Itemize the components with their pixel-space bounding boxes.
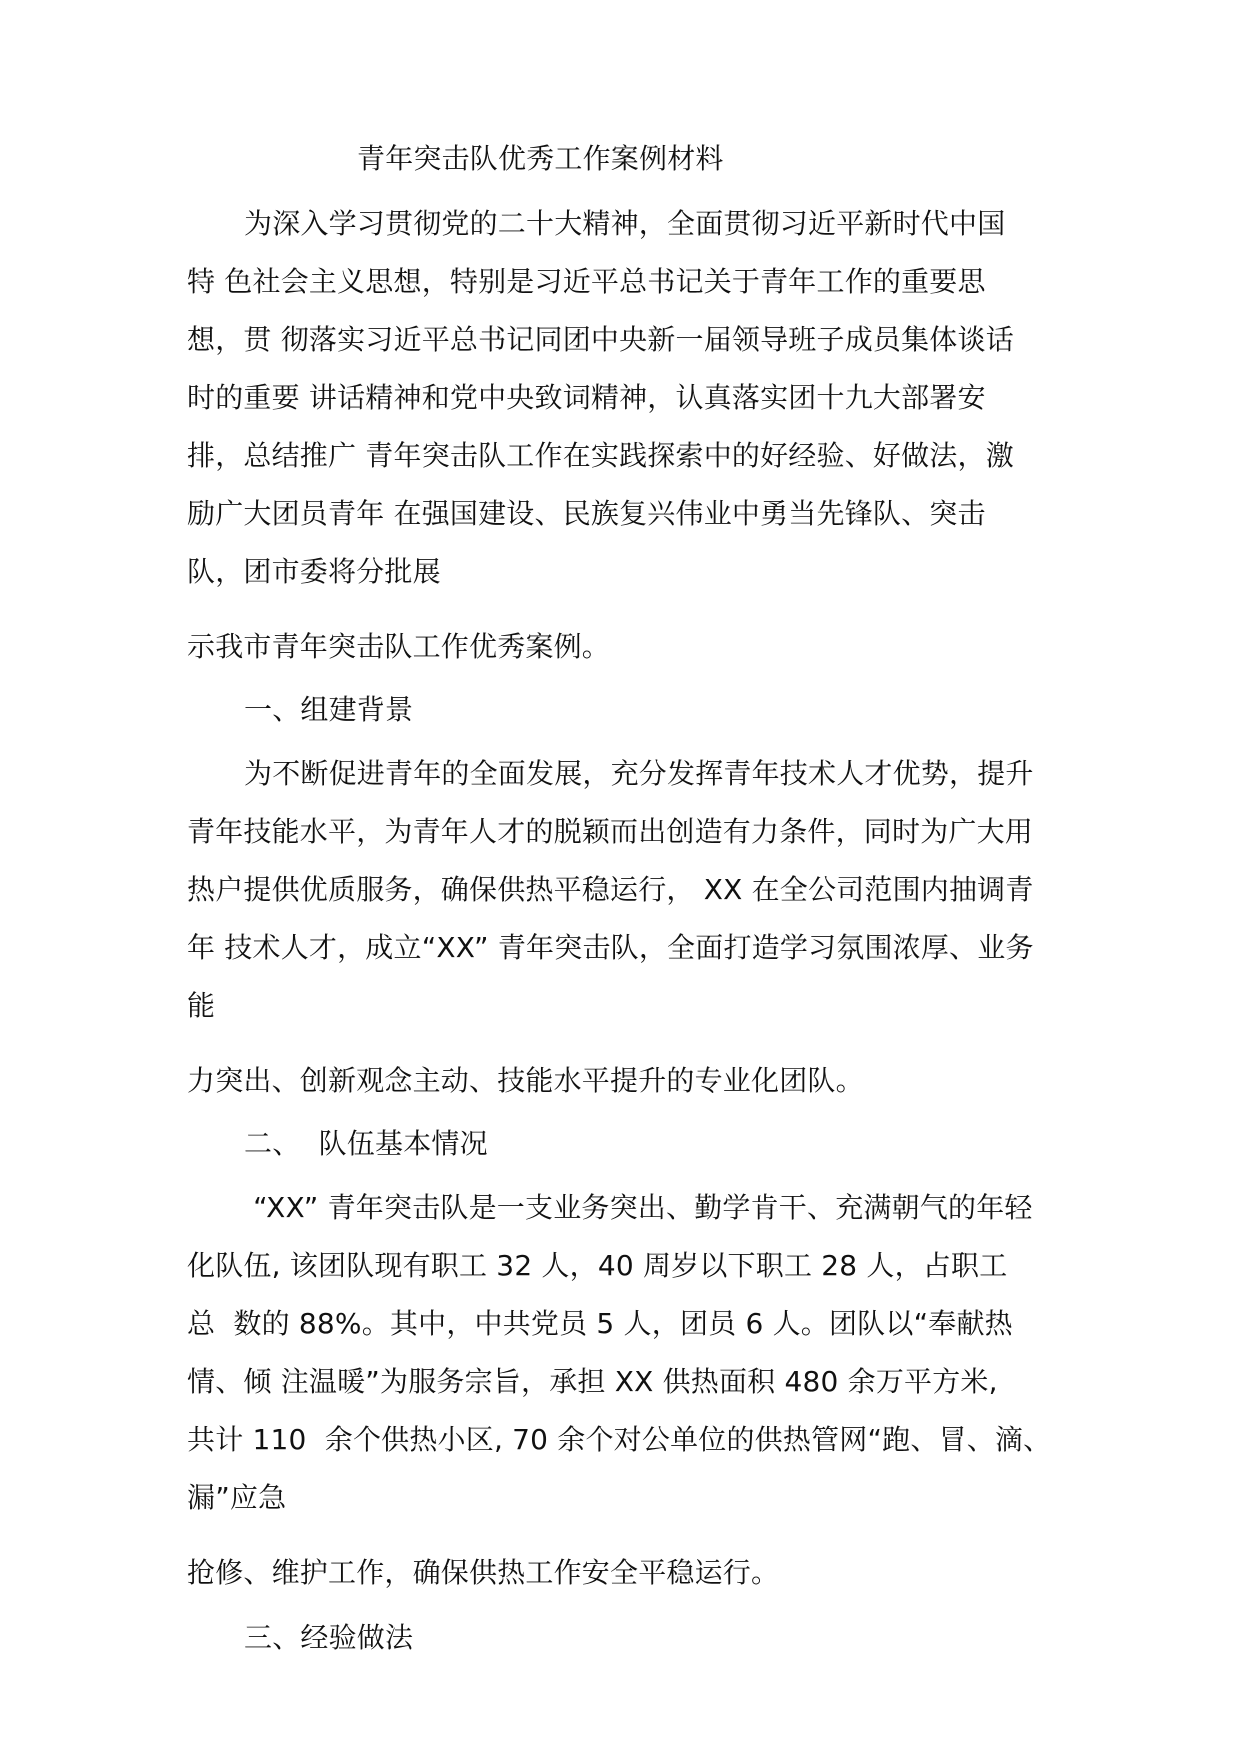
intro-line-6: 励广大团员青年 在强国建设、民族复兴伟业中勇当先锋队、突击 bbox=[187, 497, 986, 530]
section-1-line-5: 能 bbox=[187, 989, 216, 1022]
document-title: 青年突击队优秀工作案例材料 bbox=[357, 142, 724, 175]
intro-line-8: 示我市青年突击队工作优秀案例。 bbox=[187, 630, 611, 663]
section-1-line-2: 青年技能水平，为青年人才的脱颖而出创造有力条件，同时为广大用 bbox=[187, 815, 1034, 848]
section-2-line-2: 化队伍, 该团队现有职工 32 人，40 周岁以下职工 28 人，占职工 bbox=[187, 1249, 1008, 1282]
section-2-line-3: 总 数的 88%。其中，中共党员 5 人，团员 6 人。团队以“奉献热 bbox=[187, 1307, 1013, 1340]
intro-line-2: 特 色社会主义思想，特别是习近平总书记关于青年工作的重要思 bbox=[187, 265, 986, 298]
intro-line-4: 时的重要 讲话精神和党中央致词精神，认真落实团十九大部署安 bbox=[187, 381, 986, 414]
intro-line-1: 为深入学习贯彻党的二十大精神，全面贯彻习近平新时代中国 bbox=[244, 207, 1006, 240]
section-1-line-3: 热户提供优质服务，确保供热平稳运行， XX 在全公司范围内抽调青 bbox=[187, 873, 1034, 906]
intro-line-5: 排，总结推广 青年突击队工作在实践探索中的好经验、好做法，激 bbox=[187, 439, 1014, 472]
section-1-line-6: 力突出、创新观念主动、技能水平提升的专业化团队。 bbox=[187, 1064, 864, 1097]
intro-line-7: 队，团市委将分批展 bbox=[187, 555, 441, 588]
section-2-heading: 二、 队伍基本情况 bbox=[244, 1127, 488, 1160]
intro-line-3: 想，贯 彻落实习近平总书记同团中央新一届领导班子成员集体谈话 bbox=[187, 323, 1014, 356]
section-2-line-6: 漏”应急 bbox=[187, 1481, 287, 1514]
section-1-line-1: 为不断促进青年的全面发展，充分发挥青年技术人才优势，提升 bbox=[244, 757, 1034, 790]
section-3-heading: 三、经验做法 bbox=[244, 1621, 414, 1654]
section-2-line-7: 抢修、维护工作，确保供热工作安全平稳运行。 bbox=[187, 1556, 780, 1589]
section-1-heading: 一、组建背景 bbox=[244, 693, 414, 726]
section-2-line-1: “XX” 青年突击队是一支业务突出、勤学肯干、充满朝气的年轻 bbox=[244, 1191, 1033, 1224]
section-2-line-5: 共计 110 余个供热小区, 70 余个对公单位的供热管网“跑、冒、滴、 bbox=[187, 1423, 1052, 1456]
section-2-line-4: 情、倾 注温暖”为服务宗旨，承担 XX 供热面积 480 余万平方米, bbox=[187, 1365, 998, 1398]
section-1-line-4: 年 技术人才，成立“XX” 青年突击队，全面打造学习氛围浓厚、业务 bbox=[187, 931, 1034, 964]
